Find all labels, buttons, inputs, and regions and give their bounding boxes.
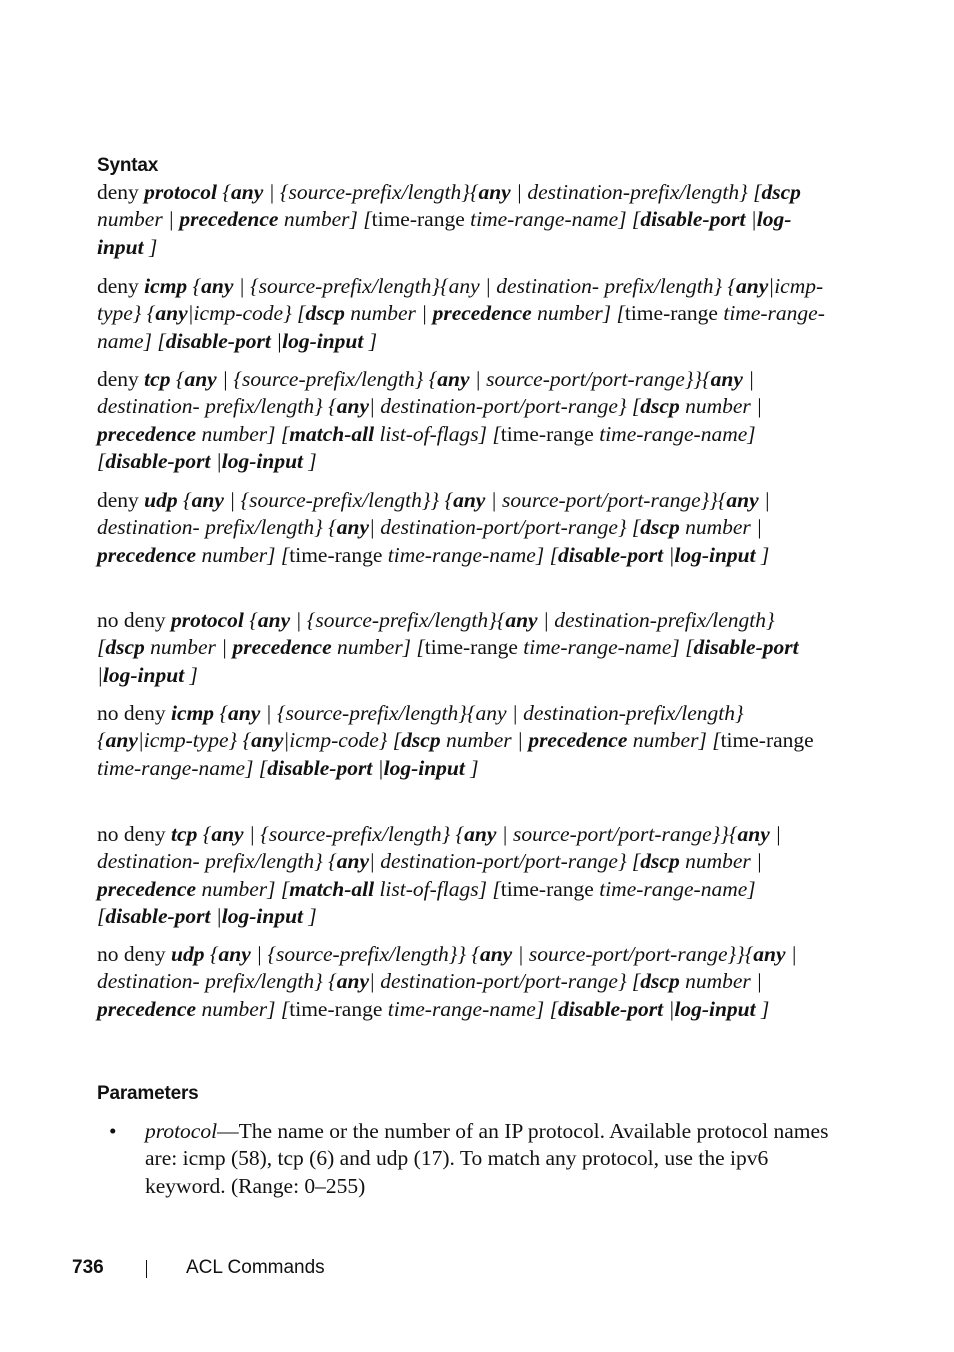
- syntax-argument-text: | destination-port/port-range} [: [368, 394, 641, 419]
- syntax-argument-text: | destination-port/port-range} [: [368, 849, 641, 874]
- syntax-entry: [97, 366, 827, 476]
- syntax-argument-text: number |: [144, 635, 233, 660]
- syntax-keyword: log-input: [221, 449, 304, 474]
- syntax-keyword: any: [105, 728, 138, 753]
- syntax-keyword: dscp: [105, 635, 145, 660]
- syntax-argument-text: {: [217, 180, 232, 204]
- syntax-entry: [97, 179, 827, 261]
- syntax-command-text: time-range: [720, 728, 814, 753]
- parameters-heading: Parameters: [97, 1083, 199, 1104]
- syntax-keyword: precedence: [97, 876, 197, 901]
- syntax-argument-text: ]: [755, 996, 770, 1021]
- parameter-description: —The name or the number of an IP protocol. Available protocol names are: icmp (58), tcp (6) and udp (17). To match any protocol, use the ipv6 keyword. (Range: 0–255): [145, 1119, 829, 1198]
- syntax-keyword: disable-port: [557, 542, 664, 567]
- syntax-argument-text: number] [: [196, 542, 290, 567]
- syntax-command-text: time-range: [500, 421, 594, 446]
- syntax-argument-text: ]: [464, 755, 479, 780]
- syntax-keyword: log-input: [674, 996, 756, 1021]
- syntax-command-text: no deny: [97, 942, 172, 966]
- syntax-argument-text: number] [: [531, 301, 625, 326]
- syntax-command-text: time-range: [289, 542, 383, 567]
- syntax-argument-text: number] [: [627, 728, 721, 753]
- syntax-command-text: time-range: [371, 207, 465, 232]
- bullet-icon: •: [109, 1119, 117, 1143]
- syntax-keyword: precedence: [97, 996, 197, 1021]
- syntax-argument-text: number |: [440, 728, 529, 753]
- syntax-argument-text: | destination- prefix/length} {: [97, 822, 782, 874]
- syntax-argument-text: |: [97, 662, 103, 687]
- syntax-argument-text: |icmp-code} [: [283, 728, 402, 753]
- syntax-keyword: dscp: [640, 849, 680, 874]
- syntax-keyword: any: [228, 701, 261, 725]
- syntax-keyword: disable-port: [165, 328, 271, 353]
- syntax-keyword: any: [437, 367, 470, 391]
- parameter-term: protocol: [145, 1119, 218, 1143]
- syntax-keyword: any: [231, 180, 264, 204]
- syntax-command-text: no deny: [97, 608, 172, 632]
- syntax-keyword: any: [336, 969, 369, 994]
- syntax-keyword: any: [211, 822, 244, 846]
- syntax-keyword: disable-port: [693, 635, 799, 660]
- syntax-entry: [97, 700, 827, 782]
- syntax-argument-text: | {source-prefix/length}} {: [250, 942, 480, 966]
- syntax-argument-text: |icmp-code} [: [187, 301, 306, 326]
- syntax-argument-text: | destination- prefix/length} {: [97, 367, 755, 419]
- syntax-argument-text: number] [: [196, 421, 290, 446]
- syntax-keyword: udp: [144, 488, 178, 512]
- page-number: 736: [72, 1257, 104, 1278]
- syntax-keyword: any: [737, 822, 770, 846]
- syntax-keyword: any: [479, 942, 513, 966]
- syntax-keyword: any: [736, 274, 769, 298]
- syntax-argument-text: number |: [679, 515, 763, 540]
- syntax-argument-text: | {source-prefix/length}{: [290, 608, 506, 632]
- syntax-entry: [97, 607, 827, 689]
- syntax-keyword: precedence: [179, 207, 279, 232]
- syntax-argument-text: |: [210, 904, 222, 929]
- syntax-command-text: time-range: [289, 996, 383, 1021]
- syntax-argument-text: number |: [344, 301, 433, 326]
- syntax-argument-text: number] [: [196, 996, 290, 1021]
- syntax-argument-text: number |: [679, 969, 763, 994]
- syntax-argument-text: time-range-name] [: [97, 755, 268, 780]
- syntax-keyword: any: [464, 822, 497, 846]
- syntax-keyword: precedence: [232, 635, 332, 660]
- syntax-argument-text: | source-port/port-range}}{: [496, 822, 738, 846]
- syntax-keyword: any: [184, 367, 217, 391]
- syntax-keyword: protocol: [171, 608, 244, 632]
- syntax-keyword: any: [191, 488, 224, 512]
- syntax-command-text: no deny: [97, 701, 172, 725]
- syntax-keyword: icmp: [144, 274, 188, 298]
- syntax-argument-text: | {source-prefix/length}{: [263, 180, 479, 204]
- syntax-entry: [97, 487, 827, 569]
- syntax-keyword: any: [726, 488, 759, 512]
- syntax-keyword: any: [710, 367, 743, 391]
- syntax-argument-text: |: [745, 207, 757, 232]
- syntax-keyword: any: [257, 608, 291, 632]
- syntax-argument-text: | {source-prefix/length}{any | destination-prefix/length} {: [97, 701, 744, 753]
- syntax-keyword: precedence: [97, 542, 197, 567]
- syntax-keyword: log-input: [221, 904, 304, 929]
- syntax-keyword: log-input: [97, 207, 792, 259]
- syntax-argument-text: {: [204, 942, 219, 966]
- syntax-argument-text: ]: [303, 449, 317, 474]
- syntax-keyword: any: [251, 728, 284, 753]
- syntax-keyword: dscp: [761, 180, 801, 204]
- syntax-argument-text: | destination- prefix/length} {: [97, 942, 797, 994]
- syntax-argument-text: time-range-name] [: [97, 421, 756, 474]
- syntax-command-text: deny: [97, 274, 145, 298]
- syntax-keyword: dscp: [640, 969, 680, 994]
- syntax-argument-text: time-range-name] [: [97, 876, 756, 929]
- syntax-keyword: disable-port: [105, 449, 211, 474]
- syntax-argument-text: | destination-prefix/length} [: [97, 608, 775, 660]
- syntax-argument-text: list-of-flags] [: [374, 876, 501, 901]
- syntax-argument-text: | destination-prefix/length} [: [510, 180, 762, 204]
- syntax-keyword: match-all: [289, 876, 375, 901]
- syntax-command-text: no deny: [97, 822, 172, 846]
- syntax-keyword: any: [336, 515, 369, 540]
- syntax-keyword: log-input: [674, 542, 756, 567]
- syntax-entry: [97, 941, 827, 1023]
- syntax-argument-text: |: [663, 542, 675, 567]
- syntax-argument-text: {: [214, 701, 229, 725]
- syntax-argument-text: number] [: [331, 635, 425, 660]
- syntax-argument-text: number |: [97, 207, 180, 232]
- syntax-command-text: time-range: [624, 301, 718, 326]
- syntax-argument-text: |: [663, 996, 675, 1021]
- syntax-keyword: any: [505, 608, 538, 632]
- syntax-keyword: protocol: [144, 180, 218, 204]
- syntax-entry: [97, 821, 827, 931]
- syntax-keyword: log-input: [383, 755, 465, 780]
- syntax-keyword: precedence: [97, 421, 197, 446]
- syntax-keyword: disable-port: [267, 755, 373, 780]
- syntax-argument-text: | {source-prefix/length}} {: [223, 488, 454, 512]
- syntax-argument-text: time-range-name] [: [382, 542, 558, 567]
- syntax-argument-text: |: [372, 755, 384, 780]
- syntax-keyword: precedence: [432, 301, 532, 326]
- parameter-text: [145, 1118, 835, 1200]
- syntax-keyword: tcp: [144, 367, 171, 391]
- syntax-argument-text: |icmp-type} {: [97, 274, 824, 326]
- syntax-argument-text: ]: [303, 904, 317, 929]
- syntax-argument-text: |: [270, 328, 283, 353]
- syntax-command-text: deny: [97, 367, 145, 391]
- syntax-argument-text: |: [210, 449, 222, 474]
- footer-divider: [146, 1260, 147, 1278]
- syntax-keyword: udp: [171, 942, 205, 966]
- syntax-keyword: any: [201, 274, 234, 298]
- syntax-keyword: dscp: [305, 301, 345, 326]
- syntax-keyword: log-input: [282, 328, 364, 353]
- syntax-argument-text: | destination-port/port-range} [: [368, 515, 641, 540]
- syntax-keyword: any: [336, 849, 369, 874]
- footer-section-title: ACL Commands: [186, 1257, 325, 1278]
- syntax-keyword: dscp: [640, 394, 680, 419]
- syntax-argument-text: time-range-name] [: [517, 635, 694, 660]
- syntax-argument-text: |icmp-type} {: [137, 728, 252, 753]
- syntax-argument-text: | source-port/port-range}}{: [485, 488, 727, 512]
- syntax-keyword: any: [155, 301, 188, 326]
- syntax-argument-text: time-range-name] [: [382, 996, 558, 1021]
- syntax-keyword: log-input: [102, 662, 185, 687]
- syntax-argument-text: ]: [184, 662, 198, 687]
- syntax-argument-text: number |: [679, 849, 763, 874]
- syntax-argument-text: | {source-prefix/length} {: [216, 367, 438, 391]
- syntax-keyword: any: [753, 942, 786, 966]
- syntax-argument-text: | source-port/port-range}}{: [469, 367, 711, 391]
- syntax-keyword: tcp: [171, 822, 198, 846]
- syntax-keyword: dscp: [401, 728, 441, 753]
- syntax-keyword: icmp: [171, 701, 215, 725]
- syntax-command-text: time-range: [500, 876, 594, 901]
- syntax-keyword: any: [336, 394, 369, 419]
- syntax-argument-text: | {source-prefix/length}{any | destination- prefix/length} {: [233, 274, 737, 298]
- syntax-argument-text: | {source-prefix/length} {: [243, 822, 465, 846]
- syntax-keyword: match-all: [289, 421, 375, 446]
- syntax-argument-text: number |: [679, 394, 763, 419]
- syntax-command-text: time-range: [424, 635, 518, 660]
- syntax-keyword: dscp: [640, 515, 680, 540]
- syntax-keyword: disable-port: [640, 207, 746, 232]
- syntax-argument-text: number] [: [196, 876, 290, 901]
- syntax-argument-text: {: [197, 822, 212, 846]
- syntax-keyword: disable-port: [557, 996, 664, 1021]
- syntax-keyword: any: [478, 180, 511, 204]
- syntax-argument-text: {: [243, 608, 258, 632]
- syntax-argument-text: | source-port/port-range}}{: [512, 942, 754, 966]
- syntax-argument-text: | destination-port/port-range} [: [368, 969, 641, 994]
- syntax-command-text: deny: [97, 180, 145, 204]
- syntax-keyword: precedence: [528, 728, 628, 753]
- syntax-argument-text: number] [: [278, 207, 372, 232]
- syntax-argument-text: ]: [363, 328, 378, 353]
- syntax-keyword: any: [218, 942, 251, 966]
- syntax-argument-text: {: [187, 274, 202, 298]
- syntax-heading: Syntax: [97, 155, 159, 176]
- syntax-argument-text: {: [177, 488, 192, 512]
- syntax-keyword: any: [453, 488, 486, 512]
- syntax-argument-text: | destination- prefix/length} {: [97, 488, 770, 540]
- syntax-argument-text: time-range-name] [: [97, 301, 825, 353]
- syntax-argument-text: ]: [755, 542, 770, 567]
- syntax-argument-text: time-range-name] [: [464, 207, 641, 232]
- syntax-entry: [97, 273, 827, 355]
- syntax-argument-text: ]: [143, 234, 158, 259]
- syntax-keyword: disable-port: [105, 904, 211, 929]
- page-footer: [0, 1257, 954, 1281]
- syntax-argument-text: list-of-flags] [: [374, 421, 501, 446]
- syntax-argument-text: {: [170, 367, 185, 391]
- syntax-command-text: deny: [97, 488, 145, 512]
